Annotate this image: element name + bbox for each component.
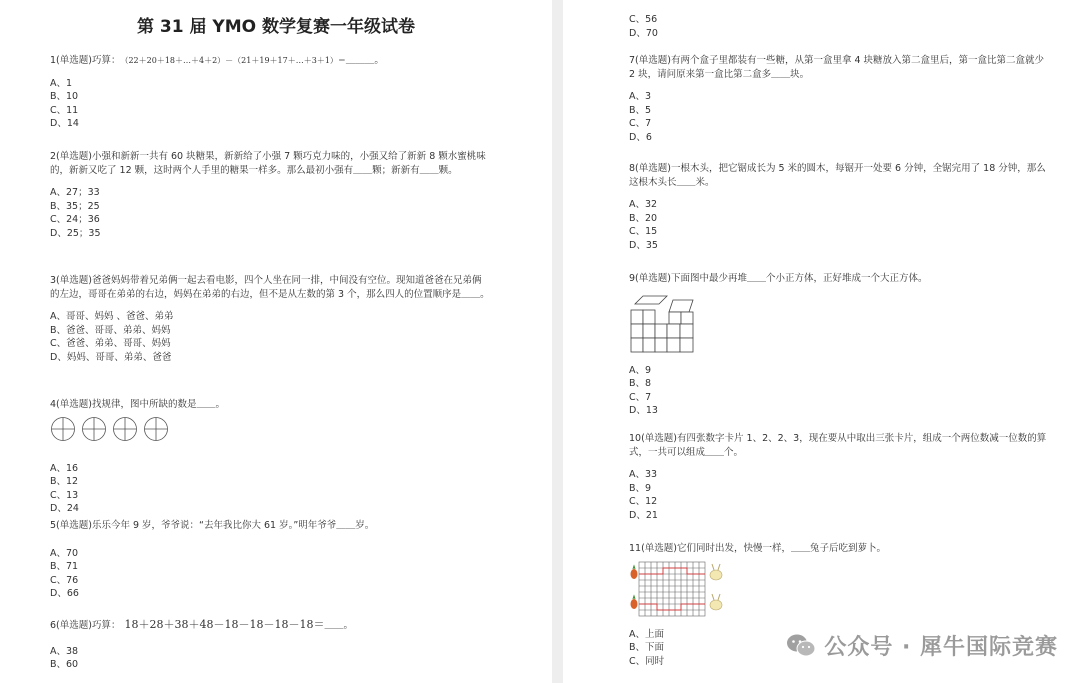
question-stem: 9(单选题)下面图中最少再堆＿＿个小正方体，正好堆成一个大正方体。 — [629, 273, 928, 284]
option-c[interactable]: C、7 — [629, 118, 652, 130]
question-6 — [50, 618, 490, 672]
options — [50, 547, 490, 601]
question-3 — [50, 274, 490, 364]
option-b[interactable]: B、71 — [50, 561, 79, 573]
option-c[interactable]: C、11 — [50, 104, 79, 116]
option-a[interactable]: A、38 — [50, 645, 79, 657]
question-stem: 1(单选题)巧算： （22＋20＋18＋…＋4＋2）－（21＋19＋17＋…＋3＋1）＝＿＿＿。 — [50, 55, 384, 66]
question-stem: 2(单选题)小强和新新一共有 60 块糖果，新新给了小强 7 颗巧克力味的，小强又给了新新 8 颗水蜜桃味的，新新又吃了 12 颗，这时两个人手里的糖果一样多。那么最初小强有＿＿颗；新新有＿＿颗。 — [50, 151, 486, 176]
option-c[interactable]: C、13 — [50, 489, 79, 501]
option-c[interactable]: C、56 — [629, 14, 658, 25]
option-a[interactable]: A、70 — [50, 547, 79, 559]
option-b[interactable]: B、10 — [50, 91, 79, 103]
option-a[interactable]: A、哥哥、妈妈 、爸爸、弟弟 — [50, 311, 174, 322]
question-stem: 4(单选题)找规律，图中所缺的数是＿＿。 — [50, 399, 225, 410]
right-page — [563, 0, 1080, 683]
document-title: 第 31 届 YMO 数学复赛一年级试卷 — [136, 17, 415, 37]
option-d[interactable]: D、70 — [629, 27, 658, 39]
option-c[interactable]: C、15 — [629, 226, 658, 238]
option-a[interactable]: A、上面 — [629, 628, 664, 640]
option-d[interactable]: D、66 — [50, 588, 79, 600]
watermark — [786, 630, 1058, 661]
option-d[interactable]: D、妈妈、哥哥、弟弟、爸爸 — [50, 351, 172, 363]
options — [629, 364, 1049, 418]
option-a[interactable]: A、9 — [629, 364, 652, 376]
option-a[interactable]: A、16 — [50, 462, 79, 474]
option-c[interactable]: C、12 — [629, 496, 658, 508]
option-b[interactable]: B、9 — [629, 482, 652, 494]
option-d[interactable]: D、13 — [629, 405, 658, 417]
options — [50, 77, 520, 131]
circle-pattern-figure — [50, 416, 174, 442]
question-stem: 3(单选题)爸爸妈妈带着兄弟俩一起去看电影，四个人坐在同一排，中间没有空位。现知道爸爸在兄弟俩的左边，哥哥在弟弟的右边，妈妈在弟弟的右边，但不是从左数的第 3 个，那么四人的位置顺序是＿＿。 — [50, 275, 490, 300]
formula: （22＋20＋18＋…＋4＋2）－（21＋19＋17＋…＋3＋1）＝ — [124, 56, 346, 65]
option-a[interactable]: A、1 — [50, 77, 73, 89]
question-stem: 10(单选题)有四张数字卡片 1、2、2、3，现在要从中取出三张卡片，组成一个两位数减一位数的算式，一共可以组成＿＿个。 — [629, 433, 1047, 458]
wechat-icon — [786, 633, 816, 659]
option-a[interactable]: A、27；33 — [50, 187, 100, 198]
option-d[interactable]: D、21 — [629, 509, 658, 521]
option-b[interactable]: B、20 — [629, 212, 658, 224]
question-stem: 7(单选题)有两个盒子里都装有一些糖，从第一盒里拿 4 块糖放入第二盒里后，第一盒比第二盒就少 2 块，请问原来第一盒比第二盒多＿＿块。 — [629, 55, 1045, 80]
option-d[interactable]: D、14 — [50, 118, 79, 130]
option-b[interactable]: B、下面 — [629, 642, 665, 654]
option-b[interactable]: B、12 — [50, 476, 79, 488]
rabbit-race-grid-figure — [629, 560, 725, 618]
option-c[interactable]: C、同时 — [629, 655, 665, 667]
question-9 — [629, 272, 1049, 418]
option-a[interactable]: A、33 — [629, 469, 658, 480]
question-stem: 11(单选题)它们同时出发，快慢一样，＿＿兔子后吃到萝卜。 — [629, 543, 887, 554]
options — [629, 90, 1049, 144]
question-6-continued — [629, 13, 1049, 40]
question-1 — [50, 54, 520, 131]
formula: 18＋28＋38＋48－18－18－18－18＝ — [124, 618, 325, 631]
question-8 — [629, 162, 1049, 252]
question-5 — [50, 519, 490, 601]
options — [629, 468, 1049, 522]
options — [50, 310, 490, 364]
options — [50, 186, 490, 240]
options — [50, 462, 490, 516]
watermark-text: 公众号 · 犀牛国际竞赛 — [824, 635, 1058, 660]
question-4 — [50, 398, 490, 516]
option-c[interactable]: C、爸爸、弟弟、哥哥、妈妈 — [50, 338, 171, 350]
options — [629, 198, 1049, 252]
question-2 — [50, 150, 490, 240]
option-c[interactable]: C、76 — [50, 574, 79, 586]
option-b[interactable]: B、5 — [629, 104, 652, 116]
option-d[interactable]: D、24 — [50, 503, 79, 515]
option-c[interactable]: C、7 — [629, 391, 652, 403]
question-stem: 8(单选题)一根木头，把它锯成长为 5 米的圆木，每锯开一处要 6 分钟，全锯完用了 18 分钟，那么这根木头长＿＿米。 — [629, 163, 1046, 188]
option-a[interactable]: A、3 — [629, 91, 652, 102]
option-c[interactable]: C、24；36 — [50, 214, 100, 226]
option-a[interactable]: A、32 — [629, 199, 658, 210]
option-b[interactable]: B、35；25 — [50, 200, 100, 212]
option-b[interactable]: B、8 — [629, 378, 652, 390]
option-d[interactable]: D、6 — [629, 131, 652, 143]
question-7 — [629, 54, 1049, 144]
question-stem: 5(单选题)乐乐今年 9 岁，爷爷说：“去年我比你大 61 岁。”明年爷爷＿＿岁。 — [50, 520, 375, 531]
question-10 — [629, 432, 1049, 522]
cube-stack-figure — [629, 290, 695, 356]
option-d[interactable]: D、35 — [629, 239, 658, 251]
question-stem: 6(单选题)巧算： 18＋28＋38＋48－18－18－18－18＝＿＿。 — [50, 618, 353, 631]
option-b[interactable]: B、60 — [50, 659, 79, 671]
option-d[interactable]: D、25；35 — [50, 227, 101, 239]
option-b[interactable]: B、爸爸、哥哥、弟弟、妈妈 — [50, 324, 171, 336]
options — [50, 645, 490, 672]
